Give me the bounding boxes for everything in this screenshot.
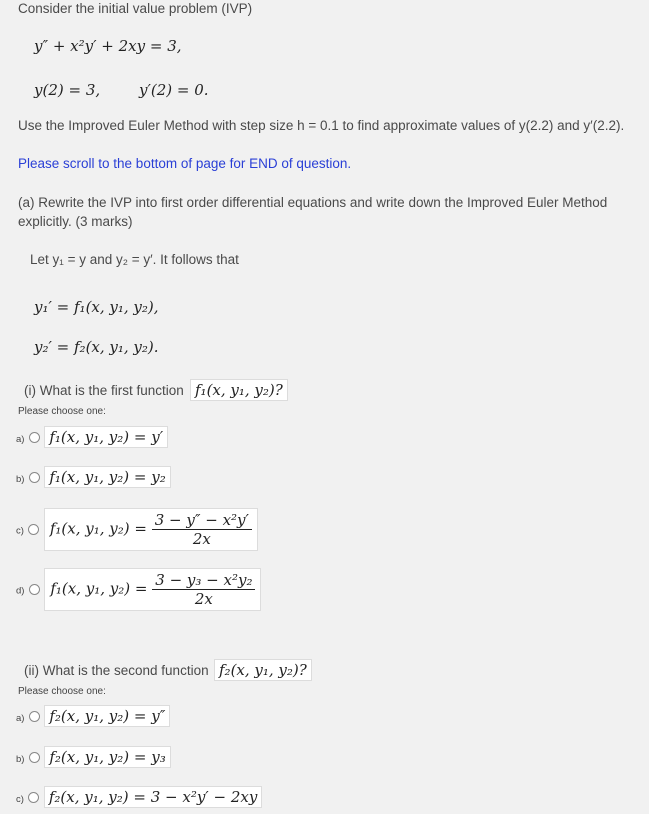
option-expression: f₂(x, y₁, y₂) = y₃	[44, 746, 170, 768]
q2-choose: Please choose one:	[18, 686, 106, 697]
option-expression: f₂(x, y₁, y₂) = 3 − x²y′ − 2xy	[44, 786, 262, 808]
radio-button[interactable]	[29, 711, 40, 722]
option-lhs: f₁(x, y₁, y₂) =	[50, 579, 148, 598]
option-letter: c)	[16, 525, 24, 537]
q2-option-a[interactable]	[16, 707, 170, 726]
radio-button[interactable]	[28, 792, 39, 803]
option-expression: f₂(x, y₁, y₂) = y″	[44, 705, 170, 727]
option-expression	[44, 568, 261, 611]
denominator: 2x	[152, 529, 252, 548]
option-expression	[44, 508, 258, 551]
radio-button[interactable]	[29, 584, 40, 595]
q2-function: f₂(x, y₁, y₂)?	[214, 659, 312, 681]
option-expression: f₁(x, y₁, y₂) = y′	[44, 426, 168, 448]
system-eq1: y₁′ = f₁(x, y₁, y₂),	[34, 298, 159, 316]
system-eq2: y₂′ = f₂(x, y₁, y₂).	[34, 338, 159, 356]
numerator: 3 − y″ − x²y′	[154, 511, 249, 529]
option-letter: a)	[16, 713, 25, 724]
part-a-line1: (a) Rewrite the IVP into first order differential equations and write down the Improved Euler Method	[18, 195, 608, 210]
option-letter: a)	[16, 434, 25, 445]
fraction	[152, 511, 252, 548]
q2-prompt: (ii) What is the second function	[24, 663, 209, 678]
radio-button[interactable]	[29, 472, 40, 483]
q1-option-c[interactable]	[16, 508, 258, 551]
q1-option-a[interactable]	[16, 428, 168, 447]
initial-condition-2: y′(2) = 0.	[139, 81, 209, 99]
option-expression: f₁(x, y₁, y₂) = y₂	[44, 466, 170, 488]
q1-choose: Please choose one:	[18, 406, 106, 417]
initial-condition-1: y(2) = 3,	[34, 81, 101, 99]
q1-option-b[interactable]	[16, 468, 171, 487]
scroll-note: Please scroll to the bottom of page for END of question.	[18, 156, 352, 171]
option-letter: b)	[16, 474, 25, 485]
fraction	[152, 571, 255, 608]
q1-function: f₁(x, y₁, y₂)?	[190, 379, 288, 401]
q1-option-d[interactable]	[16, 568, 261, 611]
radio-button[interactable]	[29, 432, 40, 443]
denominator: 2x	[152, 589, 255, 608]
numerator: 3 − y₃ − x²y₂	[155, 571, 253, 589]
q2-option-c[interactable]	[16, 788, 262, 807]
intro-text: Consider the initial value problem (IVP)	[18, 1, 253, 16]
option-lhs: f₁(x, y₁, y₂) =	[49, 519, 147, 538]
option-letter: b)	[16, 754, 25, 765]
part-a-line2: explicitly. (3 marks)	[18, 214, 133, 229]
let-text: Let y₁ = y and y₂ = y′. It follows that	[30, 252, 239, 267]
radio-button[interactable]	[28, 524, 39, 535]
task-text: Use the Improved Euler Method with step size h = 0.1 to find approximate values of y(2.2) and y′(2.2).	[18, 118, 625, 133]
radio-button[interactable]	[29, 752, 40, 763]
ode-equation: y″ + x²y′ + 2xy = 3,	[34, 37, 182, 55]
option-letter: c)	[16, 794, 24, 805]
option-letter: d)	[16, 585, 25, 597]
q2-option-b[interactable]	[16, 748, 171, 767]
q1-prompt: (i) What is the first function	[24, 383, 184, 398]
